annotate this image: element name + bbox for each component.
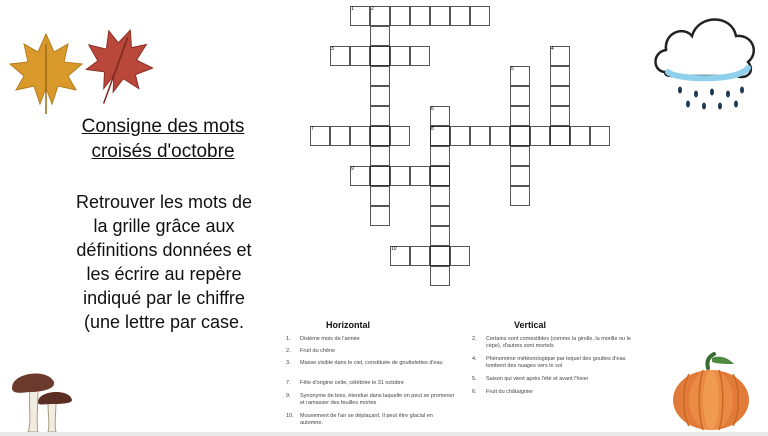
definition-number: 4. bbox=[472, 356, 477, 362]
instructions-line: les écrire au repère bbox=[86, 264, 242, 284]
title-line: croisés d'octobre bbox=[91, 141, 235, 162]
instructions-line: indiqué par le chiffre bbox=[83, 288, 245, 308]
crossword-cell[interactable] bbox=[430, 166, 450, 186]
crossword-cell[interactable] bbox=[430, 246, 450, 266]
crossword-cell[interactable] bbox=[510, 146, 530, 166]
definition-number: 7. bbox=[286, 380, 291, 386]
clue-number: 2 bbox=[371, 6, 374, 12]
clue-number: 5 bbox=[511, 66, 514, 72]
definition-text: Certains sont comestibles (comme la girolle, la morille ou le cèpe), d'autres sont mortels bbox=[486, 336, 631, 349]
clue-number: 3 bbox=[331, 46, 334, 52]
crossword-cell[interactable] bbox=[510, 86, 530, 106]
definition-text: Saison qui vient après l'été et avant l'hiver bbox=[486, 376, 589, 382]
definition-text: Fruit du chêne bbox=[300, 348, 336, 354]
crossword-cell[interactable] bbox=[510, 106, 530, 126]
crossword-cell[interactable] bbox=[370, 106, 390, 126]
crossword-cell[interactable] bbox=[450, 246, 470, 266]
definition-number: 1. bbox=[286, 336, 291, 342]
crossword-cell[interactable] bbox=[410, 46, 430, 66]
instructions-line: (une lettre par case. bbox=[83, 312, 245, 332]
crossword-cell[interactable] bbox=[450, 126, 470, 146]
definition-text: Fête d'origine celte, célébrée le 31 octobre bbox=[300, 380, 404, 386]
crossword-cell[interactable] bbox=[430, 266, 450, 286]
crossword-cell[interactable] bbox=[390, 126, 410, 146]
definition-text: Phénomène météorologique par lequel des gouttes d'eau tombent des nuages vers le sol bbox=[486, 356, 626, 369]
definition-text: Dixième mois de l'année bbox=[300, 336, 360, 342]
crossword-cell[interactable] bbox=[370, 26, 390, 46]
crossword-cell[interactable] bbox=[410, 166, 430, 186]
definition-number: 5. bbox=[472, 376, 477, 382]
horizontal-heading: Horizontal bbox=[326, 320, 370, 330]
crossword-cell[interactable] bbox=[550, 66, 570, 86]
crossword-cell[interactable] bbox=[550, 126, 570, 146]
clue-number: 7 bbox=[311, 126, 314, 132]
crossword-cell[interactable] bbox=[330, 126, 350, 146]
definition-number: 9. bbox=[286, 393, 291, 399]
clue-number: 10 bbox=[391, 246, 397, 252]
bottom-border bbox=[0, 432, 768, 436]
crossword-cell[interactable] bbox=[430, 6, 450, 26]
crossword-cell[interactable] bbox=[490, 126, 510, 146]
crossword-cell[interactable] bbox=[510, 186, 530, 206]
clue-number: 4 bbox=[551, 46, 554, 52]
definition-text: Fruit du châtaignier bbox=[486, 389, 534, 395]
crossword-cell[interactable] bbox=[510, 166, 530, 186]
crossword-cell[interactable] bbox=[470, 6, 490, 26]
instructions-line: Retrouver les mots de bbox=[75, 192, 253, 212]
crossword-cell[interactable] bbox=[370, 126, 390, 146]
definition-number: 3. bbox=[286, 360, 291, 366]
crossword-cell[interactable] bbox=[450, 6, 470, 26]
crossword-cell[interactable] bbox=[370, 206, 390, 226]
definition-number: 10. bbox=[286, 413, 294, 419]
crossword-cell[interactable] bbox=[570, 126, 590, 146]
crossword-cell[interactable] bbox=[550, 106, 570, 126]
crossword-cell[interactable] bbox=[470, 126, 490, 146]
clue-number: 6 bbox=[431, 106, 434, 112]
crossword-cell[interactable] bbox=[410, 6, 430, 26]
mushrooms-icon bbox=[8, 366, 78, 436]
crossword-cell[interactable] bbox=[370, 186, 390, 206]
crossword-cell[interactable] bbox=[530, 126, 550, 146]
crossword-cell[interactable] bbox=[370, 86, 390, 106]
definition-number: 2. bbox=[286, 348, 291, 354]
crossword-cell[interactable] bbox=[430, 186, 450, 206]
crossword-cell[interactable] bbox=[370, 166, 390, 186]
crossword-cell[interactable] bbox=[430, 146, 450, 166]
vertical-heading: Vertical bbox=[514, 320, 547, 330]
definition-number: 6. bbox=[472, 389, 477, 395]
crossword-cell[interactable] bbox=[590, 126, 610, 146]
instructions-line: la grille grâce aux bbox=[93, 216, 235, 236]
title-line: Consigne des mots bbox=[81, 116, 245, 137]
crossword-cell[interactable] bbox=[390, 166, 410, 186]
definition-text: Synonyme de bois, étendue dans laquelle on peut se promener et ramasser des feuilles mortes bbox=[300, 393, 455, 406]
crossword-cell[interactable] bbox=[370, 66, 390, 86]
crossword-cell[interactable] bbox=[410, 246, 430, 266]
crossword-cell[interactable] bbox=[350, 126, 370, 146]
crossword-cell[interactable] bbox=[370, 146, 390, 166]
definition-text: Masse visible dans le ciel, constituée de gouttelettes d'eau bbox=[300, 360, 443, 366]
pumpkin-icon bbox=[668, 352, 754, 434]
clue-number: 1 bbox=[351, 6, 354, 12]
crossword-cell[interactable] bbox=[390, 6, 410, 26]
crossword-cell[interactable] bbox=[510, 126, 530, 146]
crossword-cell[interactable] bbox=[550, 86, 570, 106]
crossword-cell[interactable] bbox=[430, 226, 450, 246]
definition-number: 2. bbox=[472, 336, 477, 342]
clue-number: 8 bbox=[431, 126, 434, 132]
crossword-cell[interactable] bbox=[350, 46, 370, 66]
instructions-line: définitions données et bbox=[76, 240, 252, 260]
definition-text: Mouvement de l'air se déplaçant. Il peut être glacial en automne. bbox=[300, 413, 433, 426]
crossword-cell[interactable] bbox=[430, 206, 450, 226]
crossword-cell[interactable] bbox=[390, 46, 410, 66]
clue-number: 9 bbox=[351, 166, 354, 172]
crossword-cell[interactable] bbox=[370, 46, 390, 66]
